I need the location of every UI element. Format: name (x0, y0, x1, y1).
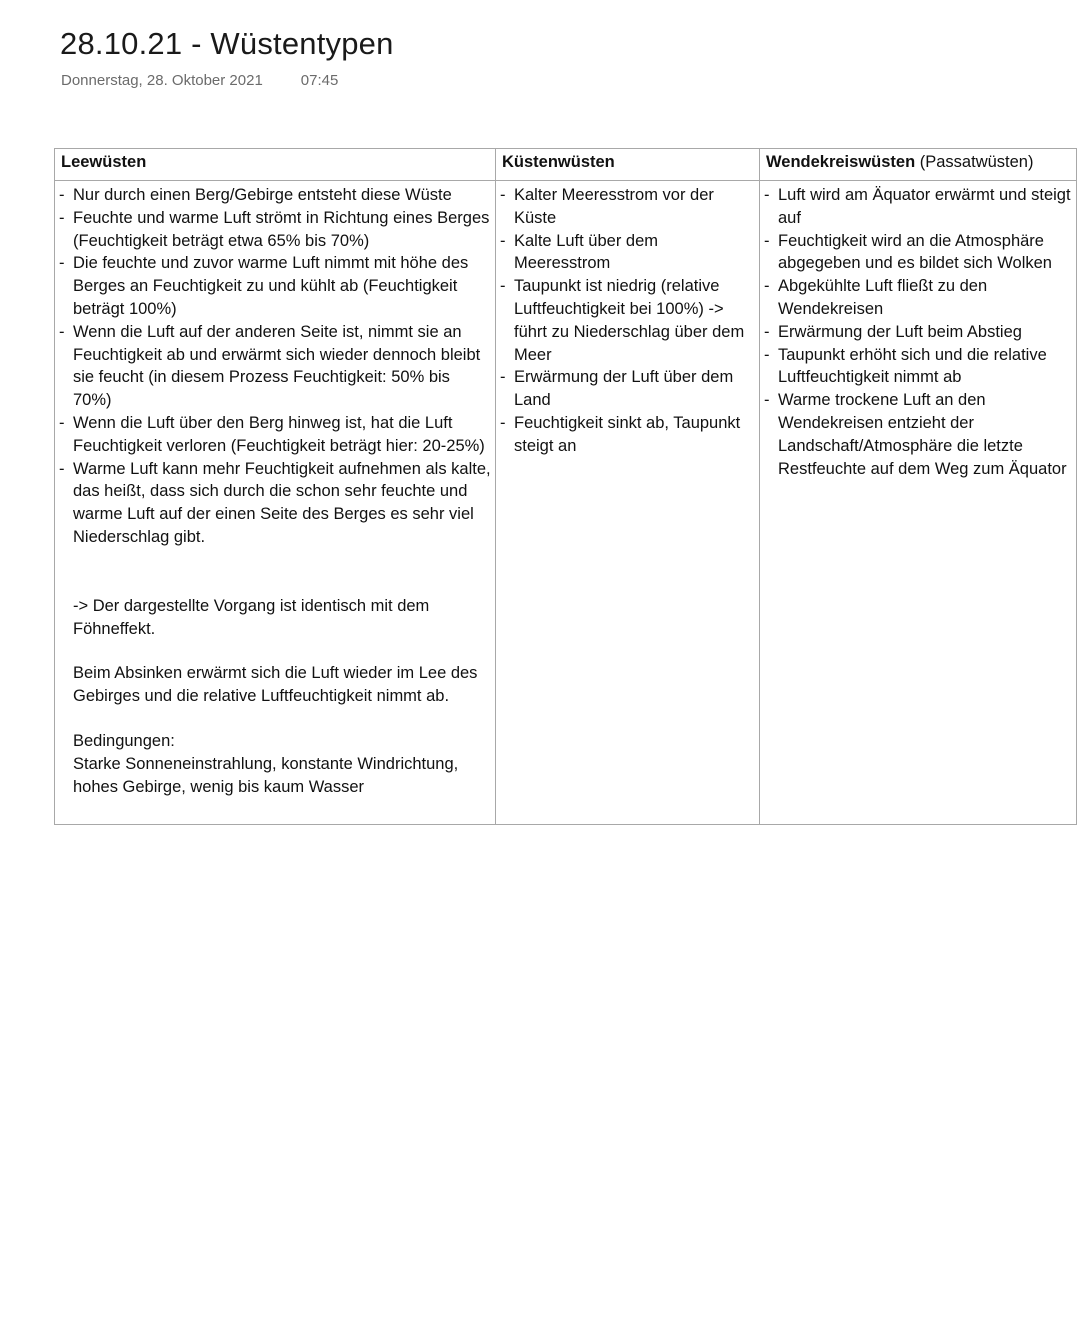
list-item: - Warme trockene Luft an den Wendekreisen entzieht der Landschaft/Atmosphäre die letzte Restfeuchte auf dem Weg zum Äquator (762, 389, 1072, 480)
cell-wendekreiswuesten (760, 181, 1077, 825)
page-title: 28.10.21 - Wüstentypen (60, 26, 394, 61)
conditions-text: Starke Sonneneinstrahlung, konstante Windrichtung, hohes Gebirge, wenig bis kaum Wasser (73, 754, 459, 796)
list-item: - Erwärmung der Luft über dem Land (498, 366, 755, 412)
table-body-row (55, 181, 1077, 825)
list-item: - Nur durch einen Berg/Gebirge entsteht diese Wüste (57, 184, 491, 207)
leewuesten-list (57, 184, 491, 549)
list-item: - Feuchte und warme Luft strömt in Richtung eines Berges (Feuchtigkeit beträgt etwa 65% bis 70%) (57, 207, 491, 253)
header-kuestenwuesten: Küstenwüsten (496, 149, 760, 181)
list-item: - Kalte Luft über dem Meeresstrom (498, 230, 755, 276)
list-item: - Wenn die Luft auf der anderen Seite ist, nimmt sie an Feuchtigkeit ab und erwärmt sich wieder dennoch bleibt sie feucht (in diesem Prozess Feuchtigkeit: 50% bis 70%) (57, 321, 491, 412)
cell-leewuesten (55, 181, 496, 825)
note-absinken: Beim Absinken erwärmt sich die Luft wieder im Lee des Gebirges und die relative Luftfeuchtigkeit nimmt ab. (73, 664, 478, 706)
cell-kuestenwuesten (496, 181, 760, 825)
kuestenwuesten-list (498, 184, 755, 458)
header-wendekreiswuesten: Wendekreiswüsten (Passatwüsten) (760, 149, 1077, 181)
page-meta (61, 72, 338, 89)
desert-types-table (54, 148, 1077, 825)
list-item: - Luft wird am Äquator erwärmt und steigt auf (762, 184, 1072, 230)
list-item: - Taupunkt ist niedrig (relative Luftfeuchtigkeit bei 100%) -> führt zu Niederschlag über dem Meer (498, 275, 755, 366)
list-item: - Kalter Meeresstrom vor der Küste (498, 184, 755, 230)
list-item: - Die feuchte und zuvor warme Luft nimmt mit höhe des Berges an Feuchtigkeit zu und kühlt ab (Feuchtigkeit beträgt 100%) (57, 252, 491, 320)
list-item: - Feuchtigkeit sinkt ab, Taupunkt steigt an (498, 412, 755, 458)
list-item: - Taupunkt erhöht sich und die relative Luftfeuchtigkeit nimmt ab (762, 344, 1072, 390)
page-time: 07:45 (300, 72, 339, 89)
note-foehn: -> Der dargestellte Vorgang ist identisch mit dem Föhneffekt. (73, 596, 430, 638)
list-item: - Warme Luft kann mehr Feuchtigkeit aufnehmen als kalte, das heißt, dass sich durch die schon sehr feuchte und warme Luft auf der einen Seite des Berges es sehr viel Niederschlag gibt. (57, 458, 491, 549)
conditions-label: Bedingungen: (73, 731, 175, 750)
list-item: - Erwärmung der Luft beim Abstieg (762, 321, 1072, 344)
page-date: Donnerstag, 28. Oktober 2021 (61, 72, 263, 89)
table-header-row (55, 149, 1077, 181)
list-item: - Feuchtigkeit wird an die Atmosphäre abgegeben und es bildet sich Wolken (762, 230, 1072, 276)
list-item: - Wenn die Luft über den Berg hinweg ist, hat die Luft Feuchtigkeit verloren (Feuchtigkeit beträgt hier: 20-25%) (57, 412, 491, 458)
wendekreiswuesten-list (762, 184, 1072, 480)
header-leewuesten: Leewüsten (55, 149, 496, 181)
list-item: - Abgekühlte Luft fließt zu den Wendekreisen (762, 275, 1072, 321)
